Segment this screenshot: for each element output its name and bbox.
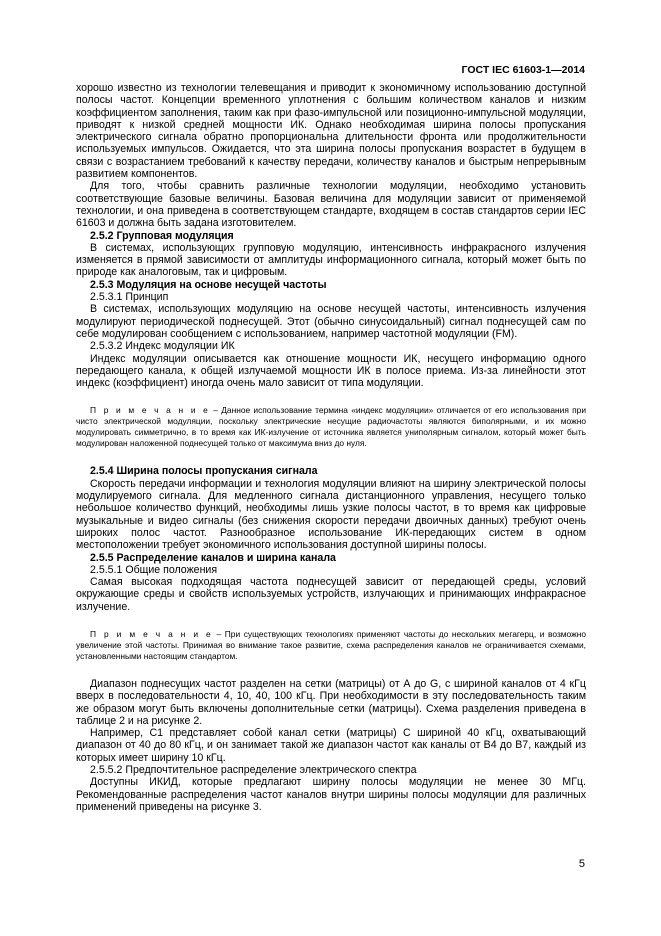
body-paragraph: Для того, чтобы сравнить различные технологии модуляции, необходимо установить соответствующие базовые величины. Базовая величина для модуляции зависит от применяемой технологии, и она приведена в соответствующем стандарте, входящем в состав стандартов серии IEC 61603 и должна быть задана изготовителем. [76,180,586,230]
section-heading: 2.5.2 Групповая модуляция [90,229,234,242]
subsection-heading: 2.5.3.1 Принцип [90,291,169,304]
section-heading: 2.5.4 Ширина полосы пропускания сигнала [90,465,318,478]
spacer [76,449,586,465]
note-text: – При существующих технологиях применяют частоты до нескольких мегагерц, и возможно увеличение этой частоты. Принимая во внимание такое развитие, схема распределения каналов не ограничивается схемами, установленными настоящим стандартом. [76,628,586,661]
subsection-heading: 2.5.5.1 Общие положения [90,563,218,576]
note-label: П р и м е ч а н и е [90,405,211,416]
note-paragraph [76,629,586,662]
body-paragraph: хорошо известно из технологии телевещания и приводит к экономичному использованию доступной полосы частот. Концепции временного уплотнения с большим количеством каналов и низким коэффициентом заполнения, таким как при фазо-импульсной или позиционно-импульсной модуляции, приводят к низкой средней мощности ИК. Однако необходимая ширина полосы пропускания электрического сигнала обратно пропорциональна длительности фронта или продолжительности используемых импульсов. Ожидается, что эта ширина полосы пропускания возрастет в будущем в связи с возрастанием требований к качеству передачи, количеству каналов и быстрым непрерывным развитием компонентов. [76,82,586,181]
body-paragraph: В системах, использующих модуляцию на основе несущей частоты, интенсивность излучения модулируют периодической поднесущей. Этот (обычно синусоидальный) сигнал поднесущей сам по себе модулирован сообщением с использованием, например частотной модуляции (FM). [76,303,586,340]
page-number: 5 [578,858,585,870]
subsection-heading: 2.5.3.2 Индекс модуляции ИК [90,340,235,353]
document-header: ГОСТ IEC 61603-1—2014 [461,64,585,76]
document-body [76,82,586,813]
spacer [76,389,586,405]
body-paragraph: Самая высокая подходящая частота поднесущей зависит от передающей среды, условий окружающие среды и свойств используемых устройств, излучающих и принимающих инфракрасное излучение. [76,576,586,613]
subsection-heading: 2.5.5.2 Предпочтительное распределение электрического спектра [90,764,417,777]
note-text: – Данное использование термина «индекс модуляции» отличается от его использования при чисто электрической модуляции, поскольку электрические несущие радиочастоты являются биполярными, и их можно модулировать симметрично, в то время как ИК-излучение от источника является униполярным сигналом, который может быть модулирован наложенной поднесущей только от максимума вниз до нуля. [76,405,586,449]
section-heading: 2.5.3 Модуляция на основе несущей частоты [90,278,327,291]
body-paragraph: Скорость передачи информации и технология модуляции влияют на ширину электрической полосы модулируемого сигнала. Для медленного сигнала дистанционного управления, несущего только небольшое количество функций, необходимы лишь узкие полосы частот, в то время как цифровые музыкальные и видео сигналы (без снижения скорости передачи двоичных данных) требуют очень широких полос частот. Разнообразное использование ИК-передающих систем в одном местоположении требует экономичного использования доступной ширины полосы. [76,477,586,552]
body-paragraph: Например, С1 представляет собой канал сетки (матрицы) С шириной 40 кГц, охватывающий диапазон от 40 до 80 кГц, и он занимает такой же диапазон частот как каналы от В4 до В7, каждый из которых имеет ширину 10 кГц. [76,727,586,764]
body-paragraph: Доступны ИКИД, которые предлагают ширину полосы модуляции не менее 30 МГц. Рекомендованные распределения частот каналов внутри ширины полосы модуляции для различных применений приведены на рисунке 3. [76,776,586,813]
spacer [76,613,586,629]
note-label: П р и м е ч а н и е [90,628,213,639]
note-paragraph [76,405,586,449]
section-heading: 2.5.5 Распределение каналов и ширина канала [90,551,336,564]
body-paragraph: В системах, использующих групповую модуляцию, интенсивность инфракрасного излучения изменяется в прямой зависимости от амплитуды информационного сигнала, который может быть по природе как аналоговым, так и цифровым. [76,241,586,279]
body-paragraph: Диапазон поднесущих частот разделен на сетки (матрицы) от А до G, с шириной каналов от 4 кГц вверх в последовательности 4, 10, 40, 100 кГц. При необходимости в эту последовательность таким же образом могут быть включены дополнительные сетки (матрицы). Схема разделения приведена в таблице 2 и на рисунке 2. [76,677,586,727]
spacer [76,662,586,678]
body-paragraph: Индекс модуляции описывается как отношение мощности ИК, несущего информацию одного передающего канала, к общей излучаемой мощности ИК в полосе приема. Из-за линейности этот индекс (коэффициент) иногда очень мало зависит от типа модуляции. [76,352,586,390]
